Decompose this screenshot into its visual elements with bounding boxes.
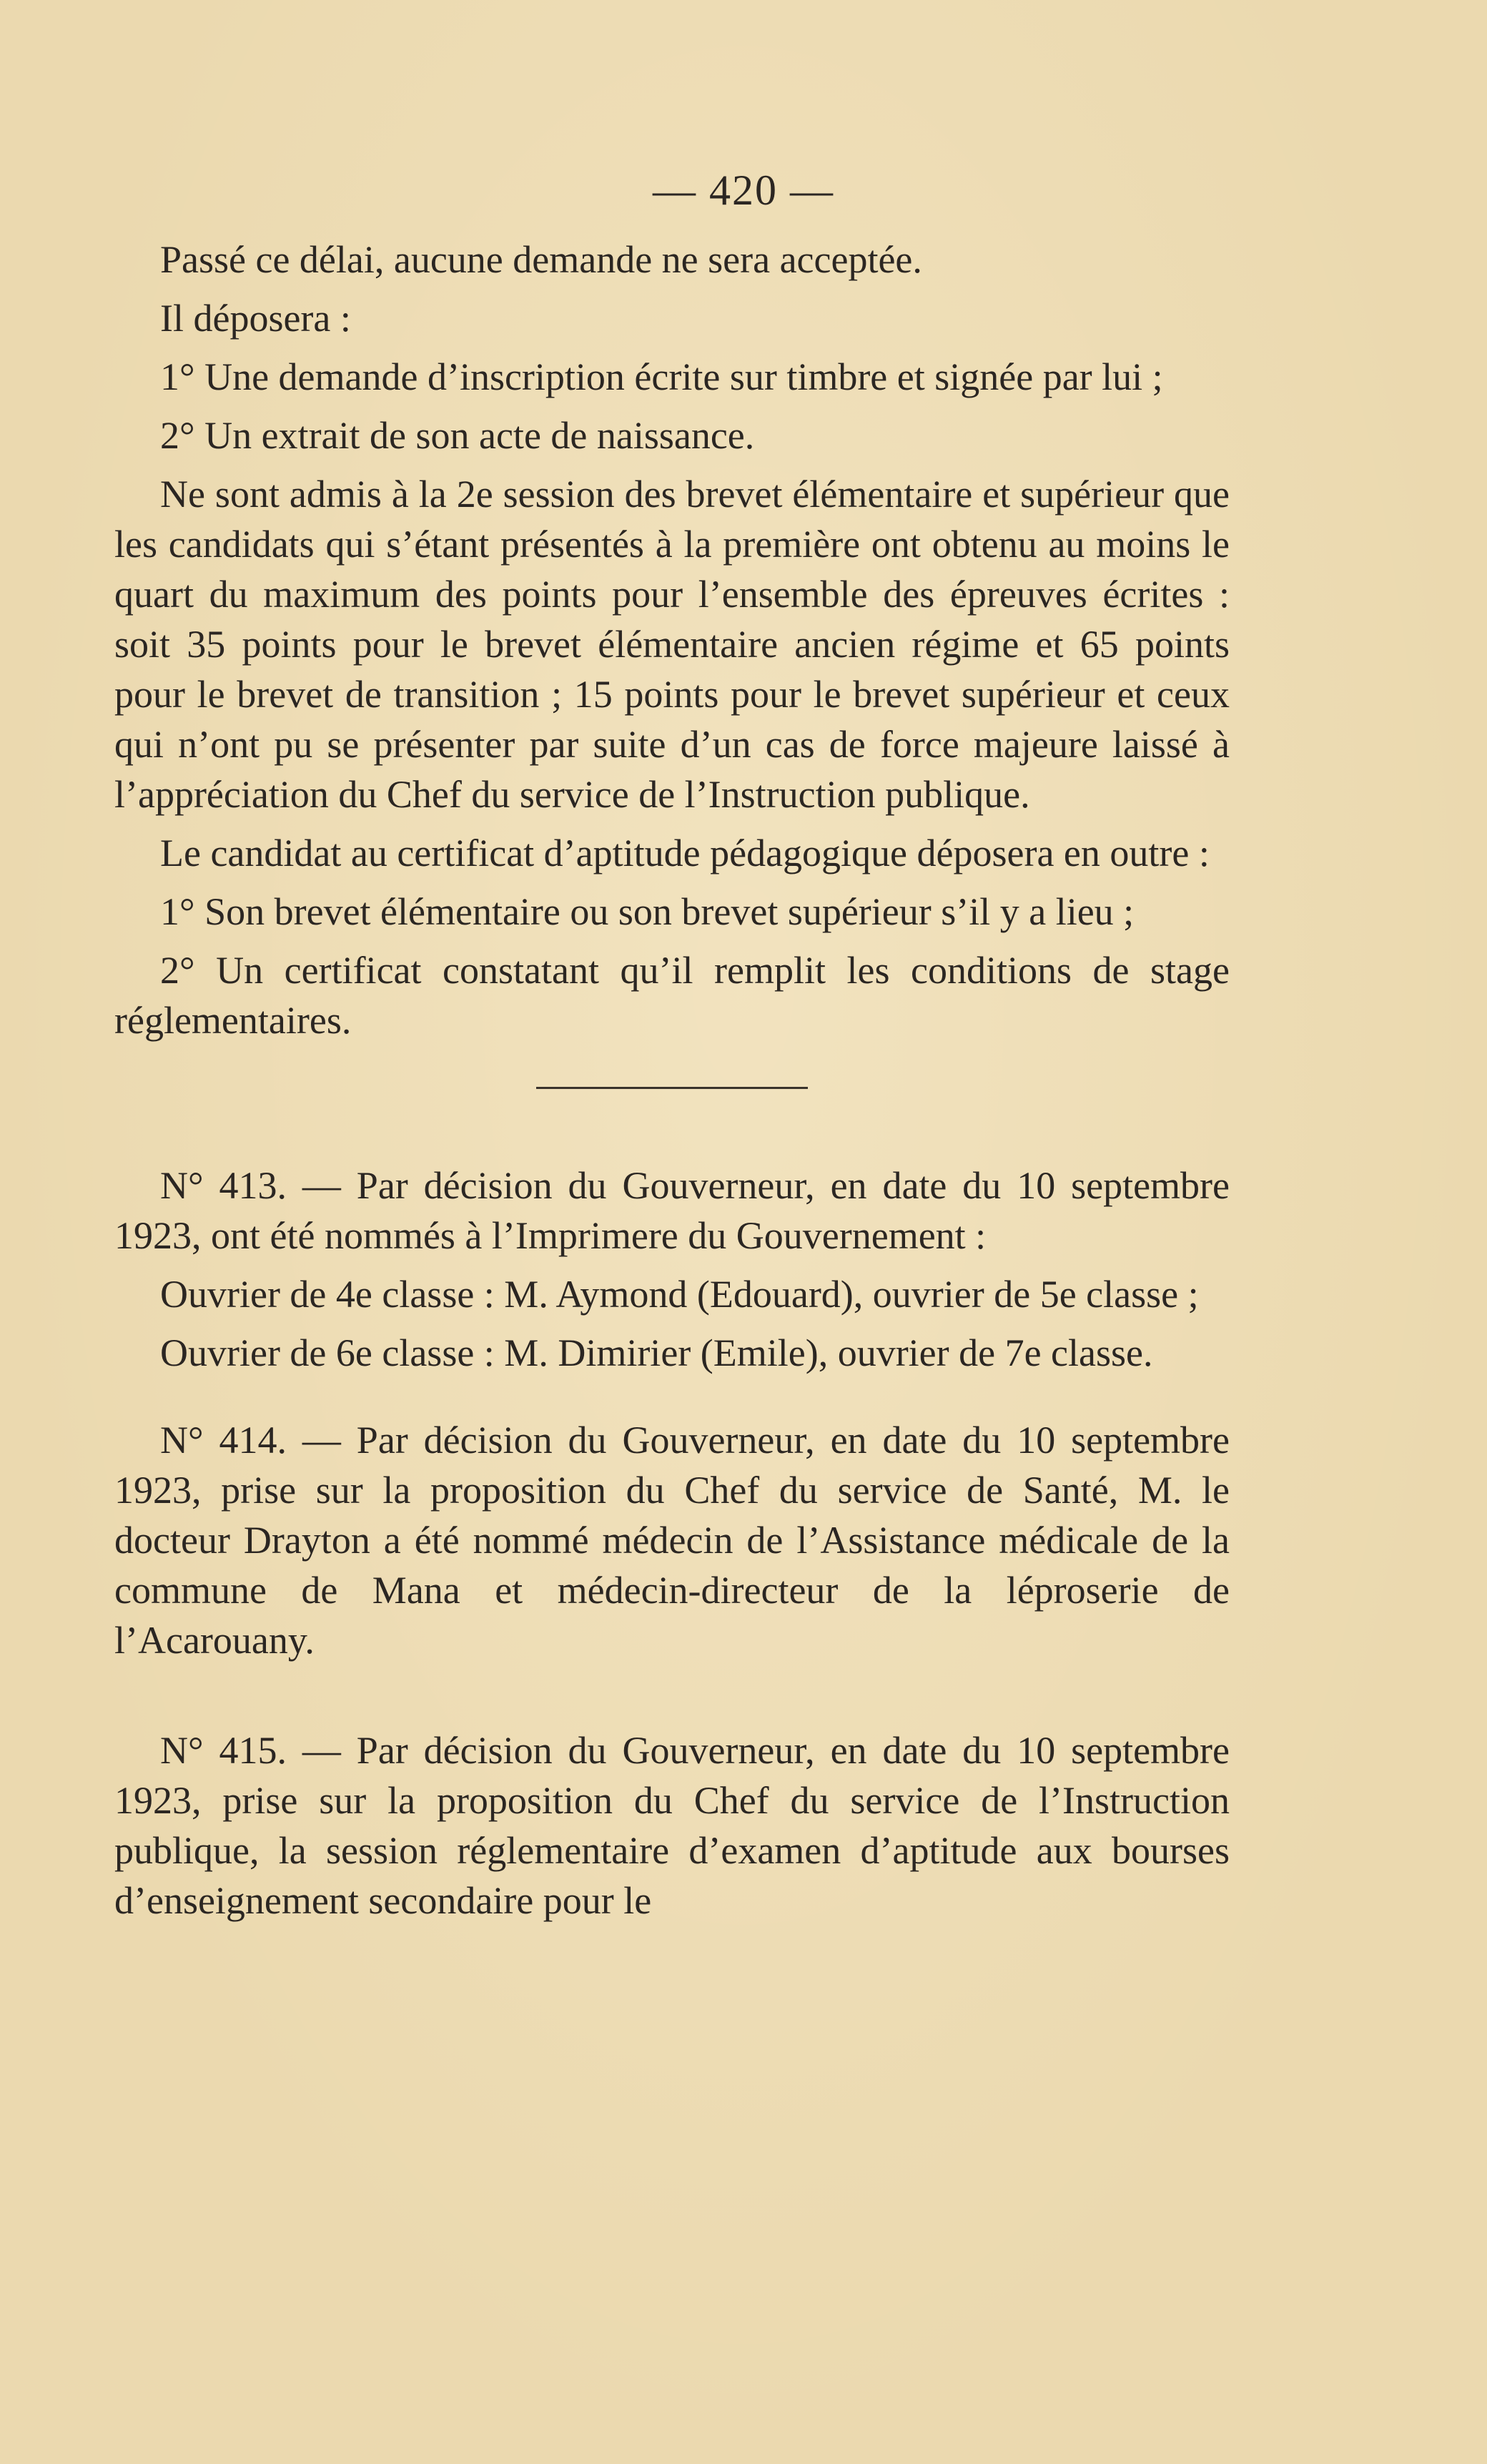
paragraph-item-2: 2° Un extrait de son acte de naissance. xyxy=(160,414,755,457)
decision-414: N° 414. — Par décision du Gouverneur, en date du 10 septembre 1923, prise sur la proposition du Chef du service de Santé, M. le docteur Drayton a été nommé médecin de l’Assistance médicale de la commune de Mana et médecin-directeur de la léproserie de l’Acarouany. xyxy=(114,1419,1230,1662)
decision-413-item-2: Ouvrier de 6e classe : M. Dimirier (Emile), ouvrier de 7e classe. xyxy=(160,1331,1153,1374)
paragraph-deadline: Passé ce délai, aucune demande ne sera acceptée. xyxy=(160,238,922,281)
page-number: — 420 — xyxy=(653,167,834,214)
paragraph-admission-rules: Ne sont admis à la 2e session des brevet élémentaire et supérieur que les candidats qui s’étant présentés à la première ont obtenu au moins le quart du maximum des points pour l’ensemble des épreuves écrites : soit 35 points pour le brevet élémentaire ancien régime et 65 points pour le brevet de transition ; 15 points pour le brevet supérieur et ceux qui n’ont pu se présenter par suite d’un cas de force majeure laissé à l’appréciation du Chef du service de l’Instruction publique. xyxy=(114,473,1230,816)
document-body xyxy=(114,235,1230,1934)
paragraph-item-1: 1° Une demande d’inscription écrite sur timbre et signée par lui ; xyxy=(160,355,1163,398)
decision-415: N° 415. — Par décision du Gouverneur, en date du 10 septembre 1923, prise sur la proposition du Chef du service de l’Instruction publique, la session réglementaire d’examen d’aptitude aux bourses d’enseignement secondaire pour le xyxy=(114,1729,1230,1922)
paragraph-cap-candidate: Le candidat au certificat d’aptitude pédagogique déposera en outre : xyxy=(160,832,1210,874)
decision-413-item-1: Ouvrier de 4e classe : M. Aymond (Edouard), ouvrier de 5e classe ; xyxy=(160,1273,1199,1316)
decision-413: N° 413. — Par décision du Gouverneur, en date du 10 septembre 1923, ont été nommés à l’Imprimere du Gouvernement : xyxy=(114,1164,1230,1257)
paragraph-cap-item-2: 2° Un certificat constatant qu’il remplit les conditions de stage réglementaires. xyxy=(114,949,1230,1042)
paragraph-cap-item-1: 1° Son brevet élémentaire ou son brevet supérieur s’il y a lieu ; xyxy=(160,890,1135,933)
paragraph-il-deposera: Il déposera : xyxy=(160,297,351,340)
section-separator xyxy=(536,1087,808,1089)
